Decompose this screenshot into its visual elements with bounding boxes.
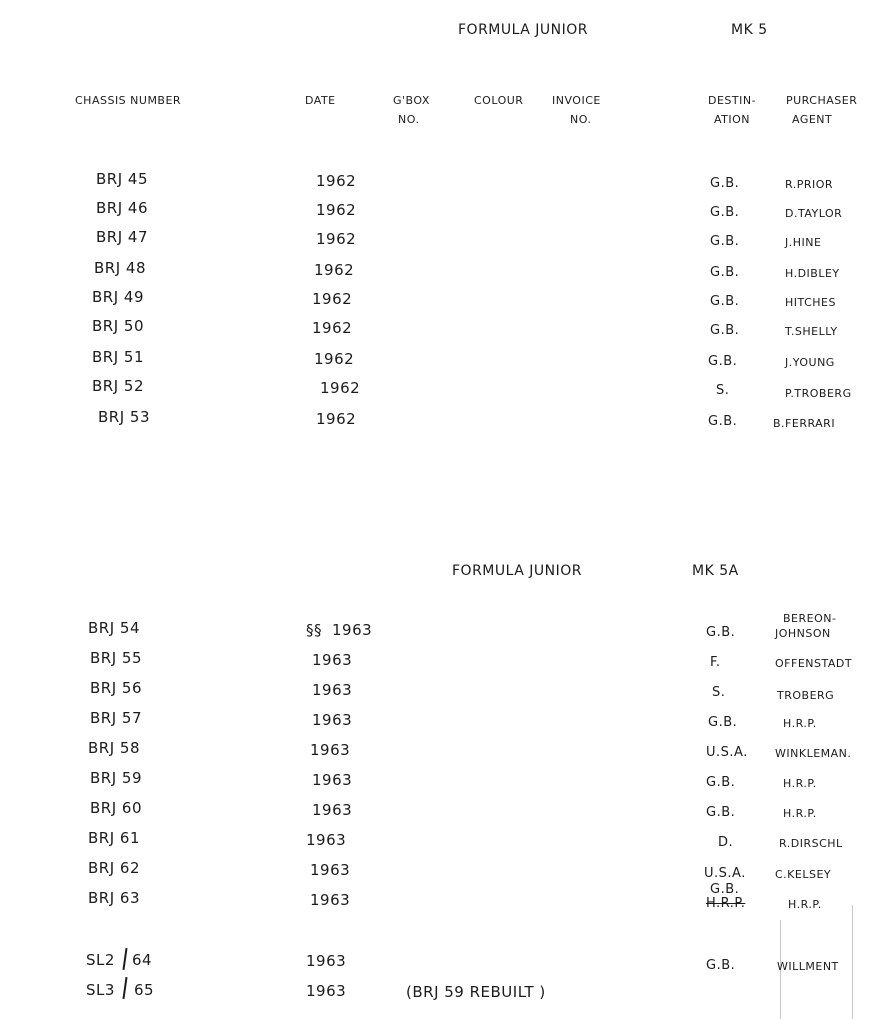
date: 1963 (310, 891, 351, 909)
purchaser: D.TAYLOR (785, 207, 843, 220)
purchaser: T.SHELLY (785, 325, 838, 338)
purchaser: B.FERRARI (773, 417, 836, 430)
purchaser: WILLMENT (777, 960, 839, 973)
date-prefix: §§ (306, 621, 322, 639)
destination: G.B. (710, 234, 740, 249)
purchaser-line2: JOHNSON (775, 627, 831, 640)
header-destination: DESTIN- (708, 94, 757, 107)
header-chassis: CHASSIS NUMBER (75, 94, 182, 107)
date: 1962 (314, 261, 355, 279)
header-invoice: INVOICE (552, 94, 601, 107)
purchaser: TROBERG (777, 689, 835, 702)
date: 1962 (316, 410, 357, 428)
header-invoice-no: NO. (570, 113, 592, 126)
date: 1963 (312, 771, 353, 789)
chassis-number: BRJ 63 (88, 889, 140, 907)
chassis-number: BRJ 54 (88, 619, 140, 637)
destination: D. (718, 835, 734, 850)
chassis-number: BRJ 45 (96, 170, 148, 188)
section2-title: FORMULA JUNIOR (452, 563, 582, 579)
destination: G.B. (708, 354, 738, 369)
date: 1962 (316, 230, 357, 248)
destination: F. (710, 655, 721, 670)
date: 1963 (310, 741, 351, 759)
date: 1963 (306, 982, 347, 1000)
chassis-number: BRJ 52 (92, 377, 144, 395)
header-colour: COLOUR (474, 94, 524, 107)
destination: S. (716, 383, 730, 398)
header-gbox: G'BOX (393, 94, 430, 107)
scan-artifact-line (852, 905, 853, 1019)
date: 1963 (312, 801, 353, 819)
chassis-number-sl: SL3 (86, 981, 115, 999)
destination: S. (712, 685, 726, 700)
header-purchaser: PURCHASER (786, 94, 858, 107)
date: 1962 (316, 172, 357, 190)
chassis-number-sl: SL2 (86, 951, 115, 969)
chassis-number: BRJ 53 (98, 408, 150, 426)
destination: G.B. (708, 715, 738, 730)
purchaser: J.YOUNG (785, 356, 835, 369)
date: 1963 (312, 681, 353, 699)
chassis-number: BRJ 50 (92, 317, 144, 335)
purchaser: H.DIBLEY (785, 267, 840, 280)
purchaser: H.R.P. (783, 717, 817, 730)
chassis-number: BRJ 62 (88, 859, 140, 877)
chassis-divider (122, 977, 127, 999)
chassis-number: BRJ 57 (90, 709, 142, 727)
chassis-divider (122, 948, 127, 970)
purchaser-line1: BEREON- (783, 612, 837, 625)
chassis-number: BRJ 61 (88, 829, 140, 847)
purchaser: H.R.P. (783, 807, 817, 820)
destination: G.B. (706, 775, 736, 790)
chassis-number: BRJ 59 (90, 769, 142, 787)
chassis-number: BRJ 47 (96, 228, 148, 246)
section1-title: FORMULA JUNIOR (458, 22, 588, 38)
destination: U.S.A. (704, 866, 746, 881)
purchaser: P.TROBERG (785, 387, 852, 400)
date: 1962 (320, 379, 361, 397)
chassis-number: BRJ 55 (90, 649, 142, 667)
destination: G.B. (710, 176, 740, 191)
header-date: DATE (305, 94, 336, 107)
purchaser: H.R.P. (783, 777, 817, 790)
rebuilt-note: (BRJ 59 REBUILT ) (406, 983, 546, 1001)
purchaser: HITCHES (785, 296, 836, 309)
destination: G.B. (710, 265, 740, 280)
purchaser: J.HINE (785, 236, 822, 249)
chassis-number: BRJ 46 (96, 199, 148, 217)
date: 1963 (310, 861, 351, 879)
header-destination-2: ATION (714, 113, 751, 126)
destination: G.B. (706, 625, 736, 640)
header-purchaser-2: AGENT (792, 113, 833, 126)
section1-mark: MK 5 (731, 22, 768, 38)
destination: G.B. (710, 323, 740, 338)
chassis-number-brj: 65 (134, 981, 155, 999)
destination: U.S.A. (706, 745, 748, 760)
destination: G.B. (706, 958, 736, 973)
date: 1963 (332, 621, 373, 639)
date: 1962 (314, 350, 355, 368)
purchaser: C.KELSEY (775, 868, 832, 881)
date: 1963 (312, 651, 353, 669)
chassis-number: BRJ 51 (92, 348, 144, 366)
date: 1962 (316, 201, 357, 219)
chassis-number: BRJ 56 (90, 679, 142, 697)
destination: G.B. (710, 294, 740, 309)
date: 1963 (306, 831, 347, 849)
header-gbox-no: NO. (398, 113, 420, 126)
chassis-number: BRJ 58 (88, 739, 140, 757)
purchaser: H.R.P. (788, 898, 822, 911)
destination-struck: H.R.P. (706, 896, 746, 911)
destination-correction: G.B. (710, 882, 740, 897)
date: 1962 (312, 319, 353, 337)
chassis-number: BRJ 48 (94, 259, 146, 277)
destination: G.B. (710, 205, 740, 220)
destination: G.B. (708, 414, 738, 429)
destination: G.B. (706, 805, 736, 820)
chassis-number-brj: 64 (132, 951, 153, 969)
chassis-number: BRJ 49 (92, 288, 144, 306)
chassis-number: BRJ 60 (90, 799, 142, 817)
purchaser: R.DIRSCHL (779, 837, 843, 850)
date: 1963 (312, 711, 353, 729)
section2-mark: MK 5A (692, 563, 739, 579)
purchaser: OFFENSTADT (775, 657, 853, 670)
date: 1963 (306, 952, 347, 970)
purchaser: WINKLEMAN. (775, 747, 852, 760)
date: 1962 (312, 290, 353, 308)
purchaser: R.PRIOR (785, 178, 834, 191)
